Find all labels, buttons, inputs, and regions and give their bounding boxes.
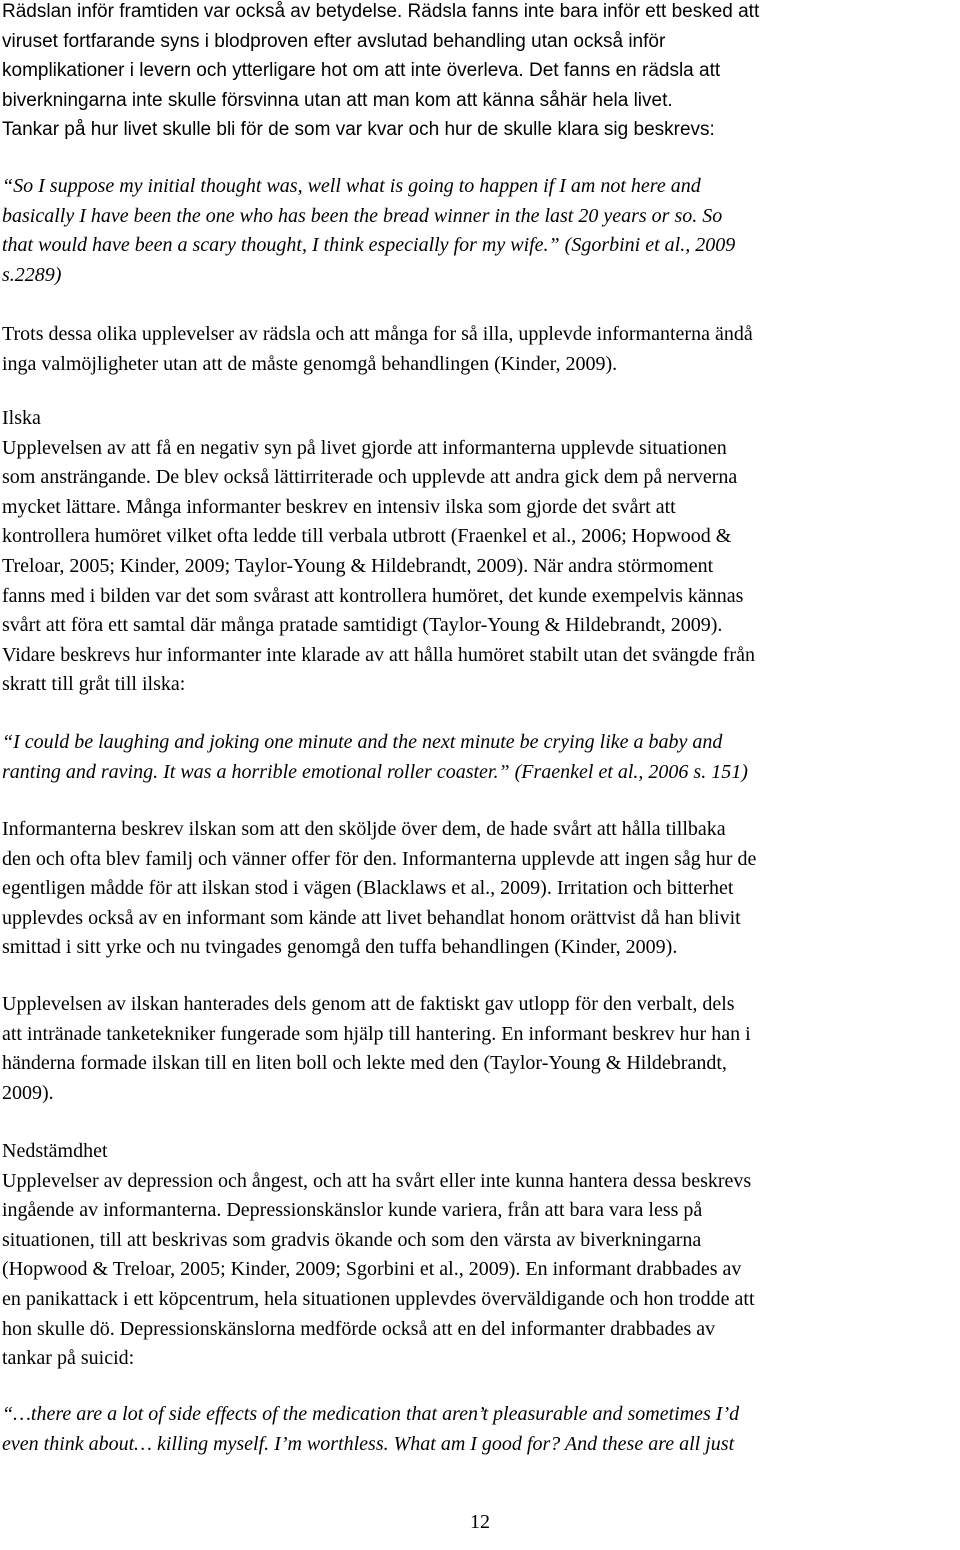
text-line: hon skulle dö. Depressionskänslorna medförde också att en del informanter drabbades av xyxy=(2,1317,716,1340)
quote-line: “So I suppose my initial thought was, well what is going to happen if I am not here and xyxy=(2,175,701,197)
quote-line: ranting and raving. It was a horrible emotional roller coaster.” (Fraenkel et al., 2006 s. 151) xyxy=(2,760,748,783)
text-line: kontrollera humöret vilket ofta ledde till verbala utbrott (Fraenkel et al., 2006; Hopwood & xyxy=(2,525,732,548)
section-heading: Nedstämdhet xyxy=(2,1140,108,1162)
text-line: viruset fortfarande syns i blodproven efter avslutad behandling utan också inför xyxy=(2,30,666,52)
quote-sgorbini xyxy=(2,172,958,290)
text-line: inga valmöjligheter utan att de måste genomgå behandlingen (Kinder, 2009). xyxy=(2,352,618,375)
quote-line: “…there are a lot of side effects of the medication that aren’t pleasurable and sometimes I’d xyxy=(2,1403,740,1425)
quote-line: “I could be laughing and joking one minute and the next minute be crying like a baby and xyxy=(2,731,723,753)
text-line: skratt till gråt till ilska: xyxy=(2,673,186,696)
quote-line: basically I have been the one who has been the bread winner in the last 20 years or so. So xyxy=(2,204,723,227)
text-line: svårt att föra ett samtal där många pratade samtidigt (Taylor-Young & Hildebrandt, 2009). xyxy=(2,614,723,637)
text-line: biverkningarna inte skulle försvinna utan att man kom att känna såhär hela livet. xyxy=(2,89,673,111)
text-line: Rädslan inför framtiden var också av betydelse. Rädsla fanns inte bara inför ett besked att xyxy=(2,1,760,22)
quote-line: that would have been a scary thought, I think especially for my wife.” (Sgorbini et al., 2009 xyxy=(2,234,736,257)
text-line: som ansträngande. De blev också lättirriterade och upplevde att andra gick dem på nerverna xyxy=(2,466,738,489)
text-line: Vidare beskrevs hur informanter inte klarade av att hålla humöret stabilt utan det svängde från xyxy=(2,643,755,666)
text-line: Upplevelsen av att få en negativ syn på livet gjorde att informanterna upplevde situationen xyxy=(2,436,727,459)
text-line: Treloar, 2005; Kinder, 2009; Taylor-Young & Hildebrandt, 2009). När andra störmoment xyxy=(2,554,714,577)
text-line: Trots dessa olika upplevelser av rädsla och att många for så illa, upplevde informanterna ändå xyxy=(2,323,753,345)
section-ilska xyxy=(2,404,958,700)
quote-line: even think about… killing myself. I’m worthless. What am I good for? And these are all just xyxy=(2,1432,735,1455)
text-line: att intränade tanketekniker fungerade som hjälp till hantering. En informant beskrev hur han i xyxy=(2,1022,751,1045)
text-line: 2009). xyxy=(2,1081,54,1104)
text-line: tankar på suicid: xyxy=(2,1347,135,1370)
text-line: (Hopwood & Treloar, 2005; Kinder, 2009; Sgorbini et al., 2009). En informant drabbades av xyxy=(2,1258,742,1281)
text-line: upplevdes också av en informant som kände att livet behandlat honom orättvist då han blivit xyxy=(2,906,741,929)
text-line: Tankar på hur livet skulle bli för de som var kvar och hur de skulle klara sig beskrevs: xyxy=(2,119,715,141)
text-line: Informanterna beskrev ilskan som att den sköljde över dem, de hade svårt att hålla tillbaka xyxy=(2,818,726,840)
text-line: fanns med i bilden var det som svårast att kontrollera humöret, det kunde exempelvis kännas xyxy=(2,584,744,607)
text-line: situationen, till att beskrivas som gradvis ökande och som den värsta av biverkningarna xyxy=(2,1228,702,1251)
text-line: ingående av informanterna. Depressionskänslor kunde variera, från att bara vara less på xyxy=(2,1199,703,1222)
paragraph-ilskan-2 xyxy=(2,990,958,1108)
paragraph-radsla xyxy=(2,0,958,145)
text-line: händerna formade ilskan till en liten boll och lekte med den (Taylor-Young & Hildebrandt, xyxy=(2,1052,727,1075)
page-number: 12 xyxy=(470,1511,490,1533)
text-line: komplikationer i levern och ytterligare hot om att inte överleva. Det fanns en rädsla att xyxy=(2,60,721,82)
text-line: egentligen mådde för att ilskan stod i vägen (Blacklaws et al., 2009). Irritation och bitterhet xyxy=(2,877,734,900)
paragraph-ilskan-1 xyxy=(2,815,958,963)
quote-line: s.2289) xyxy=(2,263,62,286)
paragraph-trots xyxy=(2,320,958,379)
quote-fraenkel xyxy=(2,728,958,787)
quote-suicid xyxy=(2,1400,958,1459)
text-line: Upplevelser av depression och ångest, och att ha svårt eller inte kunna hantera dessa beskrevs xyxy=(2,1169,752,1192)
text-line: den och ofta blev familj och vänner offer för den. Informanterna upplevde att ingen såg hur de xyxy=(2,847,757,870)
text-line: en panikattack i ett köpcentrum, hela situationen upplevdes överväldigande och hon trodde att xyxy=(2,1287,755,1310)
text-line: smittad i sitt yrke och nu tvingades genomgå den tuffa behandlingen (Kinder, 2009). xyxy=(2,936,678,959)
text-line: Upplevelsen av ilskan hanterades dels genom att de faktiskt gav utlopp för den verbalt, dels xyxy=(2,993,735,1015)
section-nedstamdhet xyxy=(2,1137,958,1374)
text-line: mycket lättare. Många informanter beskrev en intensiv ilska som gjorde det svårt att xyxy=(2,495,676,518)
section-heading: Ilska xyxy=(2,407,41,429)
